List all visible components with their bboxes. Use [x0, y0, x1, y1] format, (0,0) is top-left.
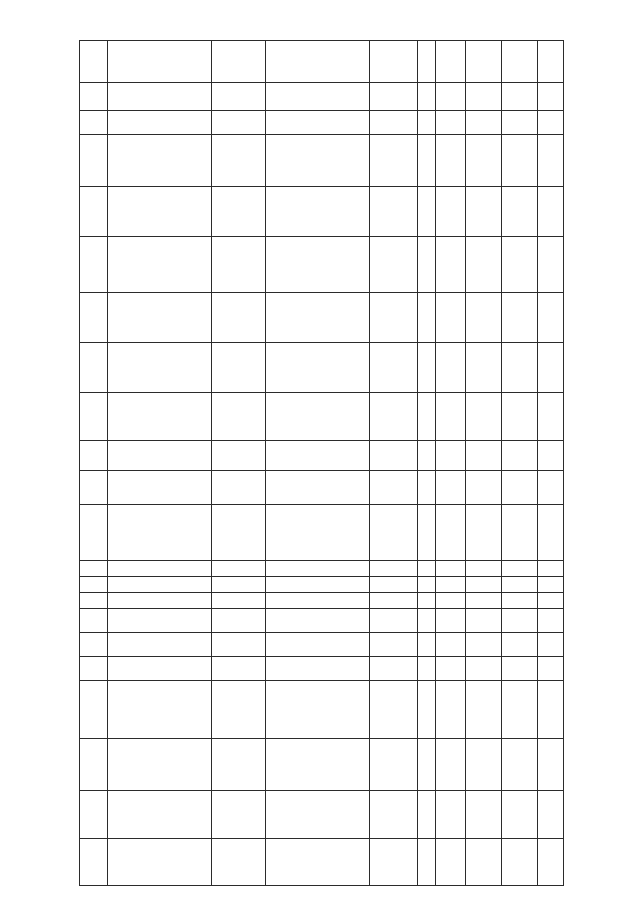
unit-cell: [418, 187, 436, 237]
area-cell: [436, 633, 466, 657]
address-cell: [212, 791, 266, 839]
area-cell: [436, 657, 466, 681]
row-number-cell: [80, 593, 108, 609]
rate-cell: [502, 41, 538, 83]
rate-cell: [502, 505, 538, 561]
permitted-use-cell: [370, 739, 418, 791]
rate-cell: [502, 237, 538, 293]
cadastral-number-cell: [108, 657, 212, 681]
address-cell: [212, 657, 266, 681]
table-row: [80, 393, 564, 441]
value-cell: [466, 471, 502, 505]
area-cell: [436, 609, 466, 633]
land-category-cell: [266, 593, 370, 609]
address-cell: [212, 609, 266, 633]
rate-cell: [502, 293, 538, 343]
unit-cell: [418, 505, 436, 561]
area-cell: [436, 393, 466, 441]
rate-cell: [502, 111, 538, 135]
area-cell: [436, 839, 466, 886]
amount-cell: [538, 839, 564, 886]
value-cell: [466, 293, 502, 343]
address-cell: [212, 441, 266, 471]
table-row: [80, 441, 564, 471]
land-category-cell: [266, 83, 370, 111]
land-category-cell: [266, 681, 370, 739]
registry-table: [79, 40, 564, 886]
cadastral-number-cell: [108, 393, 212, 441]
value-cell: [466, 237, 502, 293]
amount-cell: [538, 187, 564, 237]
row-number-cell: [80, 237, 108, 293]
permitted-use-cell: [370, 471, 418, 505]
permitted-use-cell: [370, 343, 418, 393]
amount-cell: [538, 505, 564, 561]
amount-cell: [538, 739, 564, 791]
value-cell: [466, 561, 502, 577]
cadastral-number-cell: [108, 83, 212, 111]
land-category-cell: [266, 561, 370, 577]
rate-cell: [502, 471, 538, 505]
permitted-use-cell: [370, 657, 418, 681]
cadastral-number-cell: [108, 791, 212, 839]
land-category-cell: [266, 187, 370, 237]
cadastral-number-cell: [108, 593, 212, 609]
row-number-cell: [80, 187, 108, 237]
address-cell: [212, 681, 266, 739]
area-cell: [436, 791, 466, 839]
row-number-cell: [80, 839, 108, 886]
amount-cell: [538, 657, 564, 681]
area-cell: [436, 505, 466, 561]
unit-cell: [418, 441, 436, 471]
unit-cell: [418, 393, 436, 441]
unit-cell: [418, 681, 436, 739]
area-cell: [436, 739, 466, 791]
permitted-use-cell: [370, 681, 418, 739]
address-cell: [212, 393, 266, 441]
cadastral-number-cell: [108, 561, 212, 577]
permitted-use-cell: [370, 561, 418, 577]
land-category-cell: [266, 633, 370, 657]
land-category-cell: [266, 505, 370, 561]
row-number-cell: [80, 135, 108, 187]
value-cell: [466, 111, 502, 135]
area-cell: [436, 135, 466, 187]
address-cell: [212, 343, 266, 393]
unit-cell: [418, 839, 436, 886]
land-category-cell: [266, 609, 370, 633]
land-category-cell: [266, 839, 370, 886]
cadastral-number-cell: [108, 237, 212, 293]
rate-cell: [502, 561, 538, 577]
address-cell: [212, 135, 266, 187]
table-row: [80, 739, 564, 791]
address-cell: [212, 633, 266, 657]
row-number-cell: [80, 293, 108, 343]
value-cell: [466, 609, 502, 633]
area-cell: [436, 111, 466, 135]
unit-cell: [418, 41, 436, 83]
amount-cell: [538, 393, 564, 441]
rate-cell: [502, 633, 538, 657]
table-row: [80, 633, 564, 657]
row-number-cell: [80, 657, 108, 681]
cadastral-number-cell: [108, 739, 212, 791]
row-number-cell: [80, 739, 108, 791]
area-cell: [436, 561, 466, 577]
amount-cell: [538, 83, 564, 111]
value-cell: [466, 681, 502, 739]
permitted-use-cell: [370, 293, 418, 343]
unit-cell: [418, 593, 436, 609]
permitted-use-cell: [370, 577, 418, 593]
address-cell: [212, 561, 266, 577]
land-category-cell: [266, 577, 370, 593]
value-cell: [466, 839, 502, 886]
area-cell: [436, 471, 466, 505]
permitted-use-cell: [370, 187, 418, 237]
table-row: [80, 343, 564, 393]
land-category-cell: [266, 343, 370, 393]
rate-cell: [502, 839, 538, 886]
permitted-use-cell: [370, 505, 418, 561]
value-cell: [466, 593, 502, 609]
amount-cell: [538, 41, 564, 83]
unit-cell: [418, 135, 436, 187]
permitted-use-cell: [370, 791, 418, 839]
rate-cell: [502, 609, 538, 633]
unit-cell: [418, 739, 436, 791]
amount-cell: [538, 609, 564, 633]
land-category-cell: [266, 111, 370, 135]
amount-cell: [538, 135, 564, 187]
address-cell: [212, 237, 266, 293]
value-cell: [466, 187, 502, 237]
unit-cell: [418, 83, 436, 111]
cadastral-number-cell: [108, 633, 212, 657]
amount-cell: [538, 343, 564, 393]
table-row: [80, 505, 564, 561]
amount-cell: [538, 111, 564, 135]
value-cell: [466, 505, 502, 561]
address-cell: [212, 187, 266, 237]
value-cell: [466, 41, 502, 83]
rate-cell: [502, 83, 538, 111]
address-cell: [212, 839, 266, 886]
table-row: [80, 561, 564, 577]
table-row: [80, 593, 564, 609]
unit-cell: [418, 577, 436, 593]
cadastral-number-cell: [108, 505, 212, 561]
value-cell: [466, 577, 502, 593]
address-cell: [212, 739, 266, 791]
cadastral-number-cell: [108, 681, 212, 739]
rate-cell: [502, 681, 538, 739]
permitted-use-cell: [370, 237, 418, 293]
area-cell: [436, 187, 466, 237]
cadastral-number-cell: [108, 293, 212, 343]
unit-cell: [418, 471, 436, 505]
unit-cell: [418, 237, 436, 293]
row-number-cell: [80, 83, 108, 111]
row-number-cell: [80, 441, 108, 471]
unit-cell: [418, 561, 436, 577]
permitted-use-cell: [370, 83, 418, 111]
area-cell: [436, 41, 466, 83]
row-number-cell: [80, 471, 108, 505]
rate-cell: [502, 343, 538, 393]
table-row: [80, 471, 564, 505]
land-category-cell: [266, 739, 370, 791]
area-cell: [436, 577, 466, 593]
cadastral-number-cell: [108, 135, 212, 187]
amount-cell: [538, 633, 564, 657]
area-cell: [436, 441, 466, 471]
table-row: [80, 135, 564, 187]
unit-cell: [418, 293, 436, 343]
cadastral-number-cell: [108, 111, 212, 135]
area-cell: [436, 343, 466, 393]
cadastral-number-cell: [108, 471, 212, 505]
cadastral-number-cell: [108, 577, 212, 593]
rate-cell: [502, 739, 538, 791]
rate-cell: [502, 593, 538, 609]
rate-cell: [502, 441, 538, 471]
table-row: [80, 791, 564, 839]
cadastral-number-cell: [108, 343, 212, 393]
area-cell: [436, 681, 466, 739]
amount-cell: [538, 593, 564, 609]
rate-cell: [502, 657, 538, 681]
cadastral-number-cell: [108, 609, 212, 633]
row-number-cell: [80, 111, 108, 135]
amount-cell: [538, 293, 564, 343]
land-category-cell: [266, 135, 370, 187]
unit-cell: [418, 657, 436, 681]
unit-cell: [418, 791, 436, 839]
table-row: [80, 681, 564, 739]
permitted-use-cell: [370, 393, 418, 441]
permitted-use-cell: [370, 441, 418, 471]
unit-cell: [418, 633, 436, 657]
value-cell: [466, 343, 502, 393]
permitted-use-cell: [370, 111, 418, 135]
table-row: [80, 657, 564, 681]
amount-cell: [538, 237, 564, 293]
land-category-cell: [266, 41, 370, 83]
address-cell: [212, 293, 266, 343]
row-number-cell: [80, 577, 108, 593]
row-number-cell: [80, 41, 108, 83]
registry-table-body: [80, 41, 564, 886]
row-number-cell: [80, 343, 108, 393]
unit-cell: [418, 609, 436, 633]
table-row: [80, 293, 564, 343]
permitted-use-cell: [370, 135, 418, 187]
row-number-cell: [80, 609, 108, 633]
row-number-cell: [80, 681, 108, 739]
value-cell: [466, 83, 502, 111]
land-category-cell: [266, 293, 370, 343]
value-cell: [466, 633, 502, 657]
table-row: [80, 111, 564, 135]
land-category-cell: [266, 393, 370, 441]
rate-cell: [502, 577, 538, 593]
address-cell: [212, 83, 266, 111]
row-number-cell: [80, 393, 108, 441]
cadastral-number-cell: [108, 441, 212, 471]
amount-cell: [538, 561, 564, 577]
cadastral-number-cell: [108, 187, 212, 237]
value-cell: [466, 393, 502, 441]
rate-cell: [502, 187, 538, 237]
land-category-cell: [266, 441, 370, 471]
land-category-cell: [266, 791, 370, 839]
address-cell: [212, 41, 266, 83]
amount-cell: [538, 681, 564, 739]
land-category-cell: [266, 237, 370, 293]
address-cell: [212, 471, 266, 505]
area-cell: [436, 293, 466, 343]
row-number-cell: [80, 561, 108, 577]
permitted-use-cell: [370, 633, 418, 657]
value-cell: [466, 739, 502, 791]
table-row: [80, 237, 564, 293]
land-category-cell: [266, 471, 370, 505]
permitted-use-cell: [370, 593, 418, 609]
amount-cell: [538, 471, 564, 505]
value-cell: [466, 657, 502, 681]
permitted-use-cell: [370, 839, 418, 886]
value-cell: [466, 791, 502, 839]
rate-cell: [502, 393, 538, 441]
table-row: [80, 41, 564, 83]
row-number-cell: [80, 633, 108, 657]
row-number-cell: [80, 791, 108, 839]
permitted-use-cell: [370, 41, 418, 83]
area-cell: [436, 237, 466, 293]
row-number-cell: [80, 505, 108, 561]
address-cell: [212, 577, 266, 593]
table-row: [80, 577, 564, 593]
address-cell: [212, 593, 266, 609]
amount-cell: [538, 441, 564, 471]
rate-cell: [502, 791, 538, 839]
unit-cell: [418, 343, 436, 393]
unit-cell: [418, 111, 436, 135]
land-category-cell: [266, 657, 370, 681]
cadastral-number-cell: [108, 839, 212, 886]
table-row: [80, 83, 564, 111]
area-cell: [436, 593, 466, 609]
amount-cell: [538, 577, 564, 593]
value-cell: [466, 135, 502, 187]
amount-cell: [538, 791, 564, 839]
address-cell: [212, 111, 266, 135]
table-row: [80, 609, 564, 633]
address-cell: [212, 505, 266, 561]
rate-cell: [502, 135, 538, 187]
table-row: [80, 187, 564, 237]
value-cell: [466, 441, 502, 471]
area-cell: [436, 83, 466, 111]
permitted-use-cell: [370, 609, 418, 633]
table-row: [80, 839, 564, 886]
cadastral-number-cell: [108, 41, 212, 83]
